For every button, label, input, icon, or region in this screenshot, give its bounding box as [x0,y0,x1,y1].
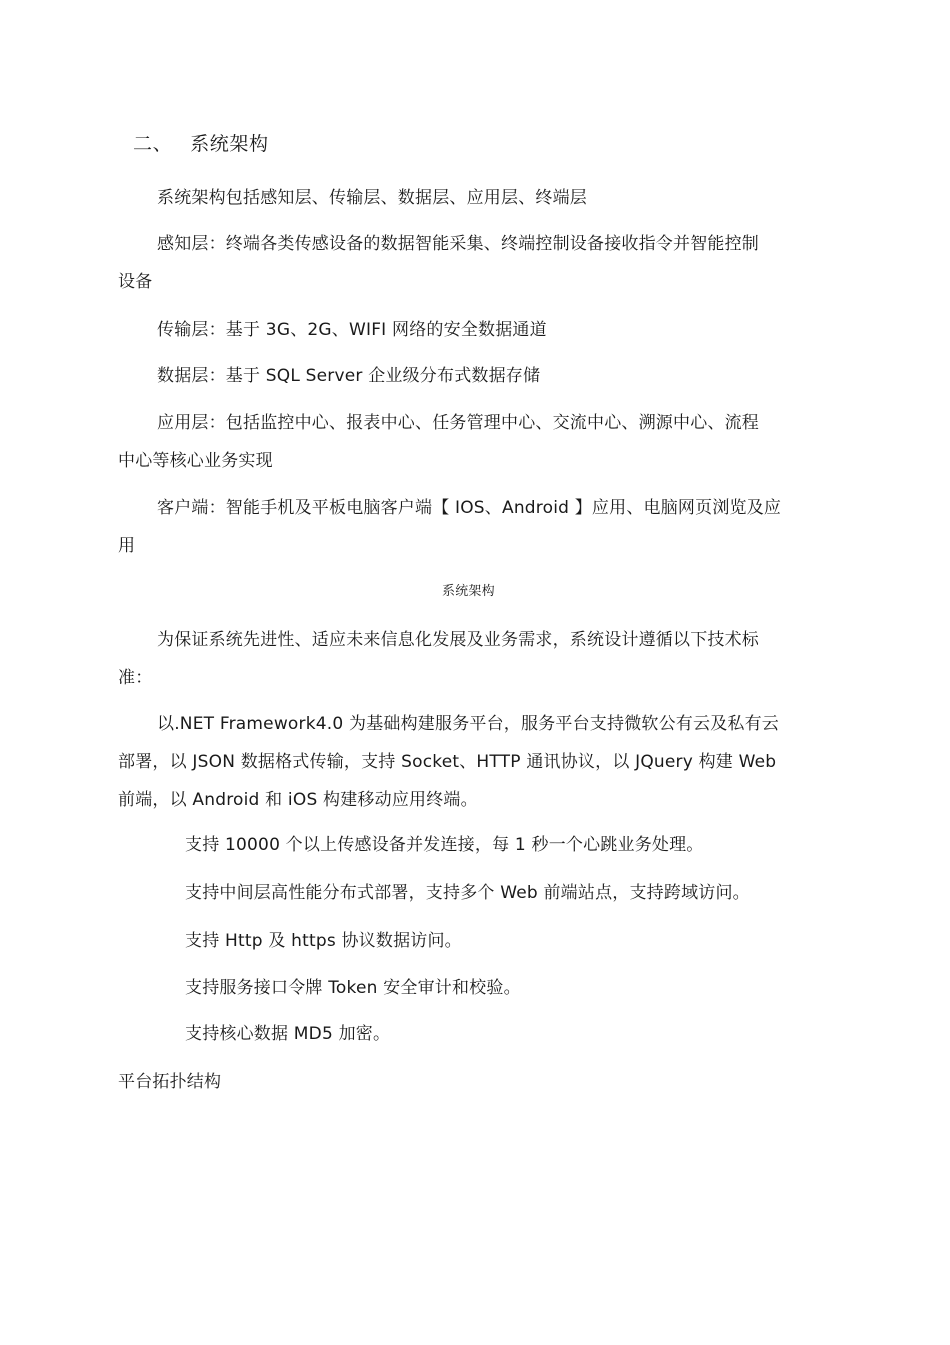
standard-item: 支持 Http 及 https 协议数据访问。 [185,931,462,951]
application-layer-line-1: 应用层：包括监控中心、报表中心、任务管理中心、交流中心、溯源中心、流程 [157,413,759,433]
architecture-intro: 系统架构包括感知层、传输层、数据层、应用层、终端层 [157,188,587,208]
application-layer-line-2: 中心等核心业务实现 [118,451,273,471]
framework-line-3: 前端，以 Android 和 iOS 构建移动应用终端。 [118,790,478,810]
standards-intro-line-1: 为保证系统先进性、适应未来信息化发展及业务需求，系统设计遵循以下技术标 [157,630,759,650]
framework-line-1: 以.NET Framework4.0 为基础构建服务平台，服务平台支持微软公有云及私有云 [157,714,779,734]
standards-intro-line-2: 准： [118,668,153,688]
perception-layer-line-2: 设备 [118,272,153,292]
figure-caption: 系统架构 [442,584,495,599]
section-number: 二、 [133,133,173,155]
client-layer-line-1: 客户端：智能手机及平板电脑客户端【 IOS、Android 】应用、电脑网页浏览及应 [157,498,782,518]
client-layer-line-2: 用 [118,536,136,556]
standard-item: 支持核心数据 MD5 加密。 [185,1024,391,1044]
section-heading [133,133,269,155]
transport-layer: 传输层：基于 3G、2G、WIFI 网络的安全数据通道 [157,320,547,340]
standard-item: 支持服务接口令牌 Token 安全审计和校验。 [185,978,521,998]
section-title: 系统架构 [190,133,269,155]
standard-item: 支持中间层高性能分布式部署，支持多个 Web 前端站点，支持跨域访问。 [185,883,750,903]
data-layer: 数据层：基于 SQL Server 企业级分布式数据存储 [157,366,541,386]
topology-title: 平台拓扑结构 [118,1072,222,1092]
perception-layer-line-1: 感知层：终端各类传感设备的数据智能采集、终端控制设备接收指令并智能控制 [157,234,759,254]
framework-line-2: 部署，以 JSON 数据格式传输，支持 Socket、HTTP 通讯协议，以 JQuery 构建 Web [118,752,777,772]
standard-item: 支持 10000 个以上传感设备并发连接，每 1 秒一个心跳业务处理。 [185,835,704,855]
